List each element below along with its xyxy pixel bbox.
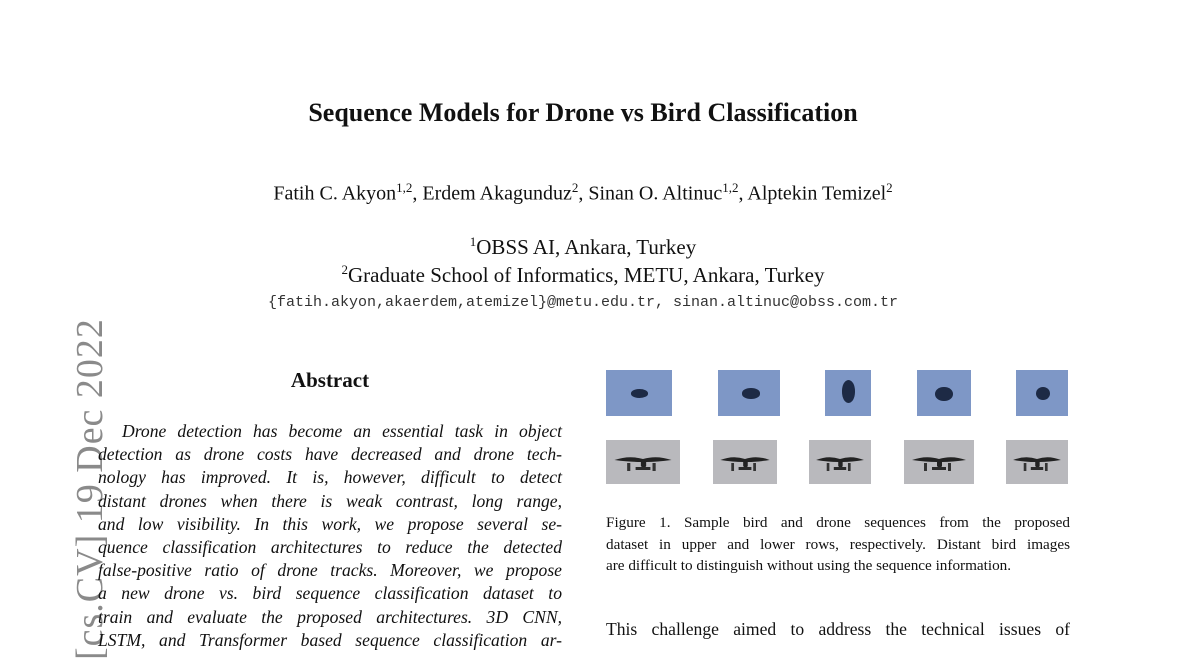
body-text bbox=[606, 618, 1070, 641]
body-line: This challenge aimed to address the technical issues of bbox=[606, 619, 1070, 639]
bird-thumbnail bbox=[606, 370, 672, 416]
bird-thumbnail bbox=[1016, 370, 1068, 416]
affiliation-1 bbox=[0, 234, 1166, 260]
author-name: Erdem Akagunduz bbox=[422, 182, 572, 205]
bird-thumbnail bbox=[718, 370, 780, 416]
caption-line: dataset in upper and lower rows, respectively. Distant bird images bbox=[606, 535, 1070, 553]
figure-drone-row bbox=[606, 440, 1068, 484]
abstract-line: nology has improved. It is, however, difficult to detect bbox=[98, 467, 562, 488]
drone-silhouette bbox=[809, 440, 871, 484]
arxiv-stamp-text: [cs.CV] 19 Dec 2022 bbox=[69, 318, 111, 660]
abstract-line: detection as drone costs have decreased and drone tech- bbox=[98, 444, 562, 465]
drone-silhouette bbox=[606, 440, 680, 484]
abstract-heading: Abstract bbox=[290, 368, 370, 392]
bird-silhouette bbox=[1036, 387, 1051, 401]
affiliation-2-mark: 2 bbox=[341, 262, 348, 277]
abstract-body bbox=[98, 420, 562, 652]
abstract-line: quence classification architectures to reduce the detected bbox=[98, 536, 562, 557]
drone-thumbnail bbox=[1006, 440, 1068, 484]
affiliation-2 bbox=[0, 262, 1166, 288]
affiliation-1-mark: 1 bbox=[469, 234, 477, 249]
abstract-line: a new drone vs. bird sequence classification dataset to bbox=[98, 583, 562, 604]
author-affiliation-mark: 2 bbox=[571, 180, 579, 195]
author-affiliation-mark: 2 bbox=[886, 180, 893, 195]
author-separator: , bbox=[738, 182, 748, 205]
figure-bird-row bbox=[606, 370, 1068, 416]
bird-silhouette bbox=[742, 388, 759, 398]
affiliation-2-text: Graduate School of Informatics, METU, Ankara, Turkey bbox=[348, 263, 825, 287]
abstract-line: and low visibility. In this work, we propose several se- bbox=[98, 513, 562, 534]
caption-line: Figure 1. Sample bird and drone sequences from the proposed bbox=[606, 514, 1070, 531]
bird-thumbnail bbox=[917, 370, 971, 416]
drone-silhouette bbox=[713, 440, 777, 484]
author-separator: , bbox=[412, 182, 423, 205]
author-emails: {fatih.akyon,akaerdem,atemizel}@metu.edu.tr, sinan.altinuc@obss.com.tr bbox=[267, 294, 899, 311]
abstract-line: LSTM, and Transformer based sequence classification ar- bbox=[98, 629, 562, 650]
author-affiliation-mark: 1,2 bbox=[396, 180, 413, 195]
drone-thumbnail bbox=[713, 440, 777, 484]
author-name: Sinan O. Altinuc bbox=[588, 182, 723, 205]
arxiv-stamp bbox=[28, 300, 111, 660]
figure-caption bbox=[606, 512, 1070, 577]
drone-silhouette bbox=[904, 440, 974, 484]
drone-thumbnail bbox=[809, 440, 871, 484]
author-name: Fatih C. Akyon bbox=[273, 182, 397, 205]
caption-line: are difficult to distinguish without using the sequence information. bbox=[606, 557, 1012, 574]
abstract-line: false-positive ratio of drone tracks. Moreover, we propose bbox=[98, 560, 562, 581]
paper-title: Sequence Models for Drone vs Bird Classification bbox=[308, 98, 858, 127]
abstract-line: distant drones when there is weak contrast, long range, bbox=[98, 490, 562, 511]
drone-thumbnail bbox=[606, 440, 680, 484]
author-list bbox=[0, 180, 1166, 206]
bird-silhouette bbox=[631, 389, 648, 397]
bird-silhouette bbox=[842, 380, 856, 403]
affiliation-1-text: OBSS AI, Ankara, Turkey bbox=[476, 235, 697, 259]
author-separator: , bbox=[578, 182, 589, 205]
abstract-line: Drone detection has become an essential task in object bbox=[122, 421, 562, 441]
author-affiliation-mark: 1,2 bbox=[722, 180, 739, 195]
bird-silhouette bbox=[935, 387, 952, 401]
drone-silhouette bbox=[1006, 440, 1068, 484]
abstract-line: train and evaluate the proposed architectures. 3D CNN, bbox=[98, 606, 562, 627]
author-name: Alptekin Temizel bbox=[747, 182, 887, 205]
bird-thumbnail bbox=[825, 370, 871, 416]
drone-thumbnail bbox=[904, 440, 974, 484]
